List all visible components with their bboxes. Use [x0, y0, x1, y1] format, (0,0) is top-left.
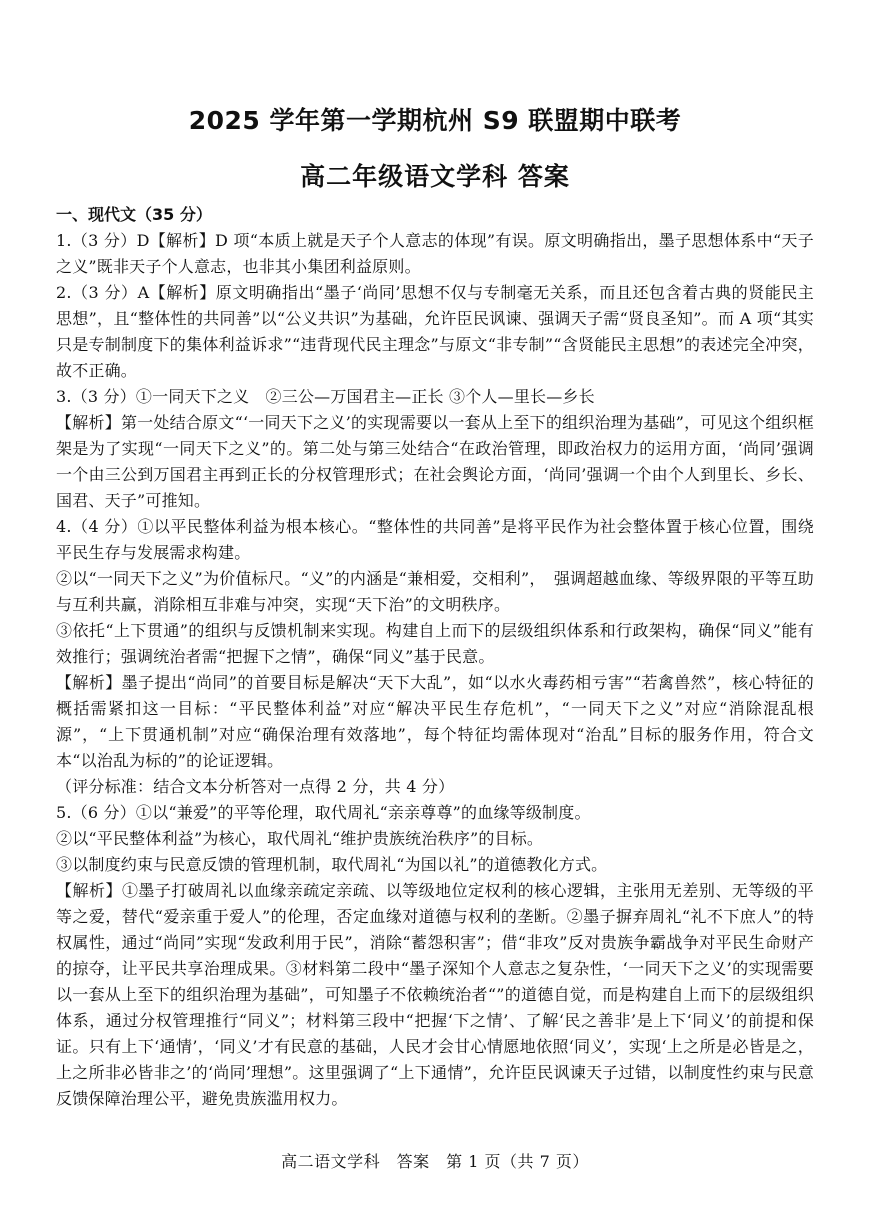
- answer-q1: 1.（3 分）D【解析】D 项“本质上就是天子个人意志的体现”有误。原文明确指出，墨子思想体系中“天子之义”既非天子个人意志，也非其小集团利益原则。: [56, 231, 814, 276]
- answer-q4-analysis: 【解析】墨子提出“尚同”的首要目标是解决“天下大乱”，如“以水火毒药相亏害”“若禽兽然”，核心特征的概括需紧扣这一目标：“平民整体利益”对应“解决平民生存危机”，“一同天下之义”对应“消除混乱根源”，“上下贯通机制”对应“确保治理有效落地”，每个特征均需体现对“治乱”目标的服务作用，符合文本“以治乱为标的”的论证逻辑。: [56, 673, 814, 770]
- page-footer: 高二语文学科 答案 第 1 页（共 7 页）: [281, 1152, 589, 1171]
- answer-q5-point1: 5.（6 分）①以“兼爱”的平等伦理，取代周礼“亲亲尊尊”的血缘等级制度。: [56, 803, 591, 822]
- section-heading: 一、现代文（35 分）: [56, 205, 212, 224]
- answer-q4-point3: ③依托“上下贯通”的组织与反馈机制来实现。构建自上而下的层级组织体系和行政架构，确保“同义”能有效推行；强调统治者需“把握下之情”，确保“同义”基于民意。: [56, 621, 814, 666]
- answer-q5-point3: ③以制度约束与民意反馈的管理机制，取代周礼“为国以礼”的道德教化方式。: [56, 855, 608, 874]
- answer-q3: 3.（3 分）①一同天下之义 ②三公—万国君主—正长 ③个人—里长—乡长: [56, 387, 595, 406]
- answer-q5-analysis: 【解析】①墨子打破周礼以血缘亲疏定亲疏、以等级地位定权利的核心逻辑，主张用无差别、无等级的平等之爱，替代“爱亲重于爱人”的伦理，否定血缘对道德与权利的垄断。②墨子摒弃周礼“礼不下庶人”的特权属性，通过“尚同”实现“发政利用于民”，消除“蓄怨积害”；借“非攻”反对贵族争霸战争对平民生命财产的掠夺，让平民共享治理成果。③材料第二段中“墨子深知个人意志之复杂性，‘一同天下之义’的实现需要以一套从上至下的组织治理为基础”，可知墨子不依赖统治者“”的道德自觉，而是构建自上而下的层级组织体系，通过分权管理推行“同义”；材料第三段中“把握‘下之情’、了解‘民之善非’是上下‘同义’的前提和保证。只有上下‘通情’，‘同义’才有民意的基础，人民才会甘心情愿地依照‘同义’，实现‘上之所是必皆是之，上之所非必皆非之’的‘尚同’理想”。这里强调了“上下通情”，允许臣民讽谏天子过错，以制度性约束与民意反馈保障治理公平，避免贵族滥用权力。: [56, 881, 814, 1108]
- answer-q5-point2: ②以“平民整体利益”为核心，取代周礼“维护贵族统治秩序”的目标。: [56, 829, 544, 848]
- answer-q3-analysis: 【解析】第一处结合原文“‘一同天下之义’的实现需要以一套从上至下的组织治理为基础”，可见这个组织框架是为了实现“一同天下之义”的。第二处与第三处结合“在政治管理，即政治权力的运用方面，‘尚同’强调一个由三公到万国君主再到正长的分权管理形式；在社会舆论方面，‘尚同’强调一个由个人到里长、乡长、国君、天子”可推知。: [56, 413, 814, 510]
- answer-q2: 2.（3 分）A【解析】原文明确指出“墨子‘尚同’思想不仅与专制毫无关系，而且还包含着古典的贤能民主思想”，且“整体性的共同善”以“公义共识”为基础，允许臣民讽谏、强调天子需“贤良圣知”。而 A 项“其实只是专制制度下的集体利益诉求”“违背现代民主理念”与原文“非专制”“含贤能民主思想”的表述完全冲突，故不正确。: [56, 283, 814, 380]
- answer-subtitle: 高二年级语文学科 答案: [300, 162, 570, 191]
- answer-q4-point1: 4.（4 分）①以平民整体利益为根本核心。“整体性的共同善”是将平民作为社会整体置于核心位置，围绕平民生存与发展需求构建。: [56, 517, 814, 562]
- answer-q4-scoring: （评分标准：结合文本分析答对一点得 2 分，共 4 分）: [56, 777, 455, 796]
- answer-q4-point2: ②以“一同天下之义”为价值标尺。“义”的内涵是“兼相爱，交相利”， 强调超越血缘、等级界限的平等互助与互利共赢，消除相互非难与冲突，实现“天下治”的文明秩序。: [56, 569, 814, 614]
- exam-title: 2025 学年第一学期杭州 S9 联盟期中联考: [188, 106, 682, 135]
